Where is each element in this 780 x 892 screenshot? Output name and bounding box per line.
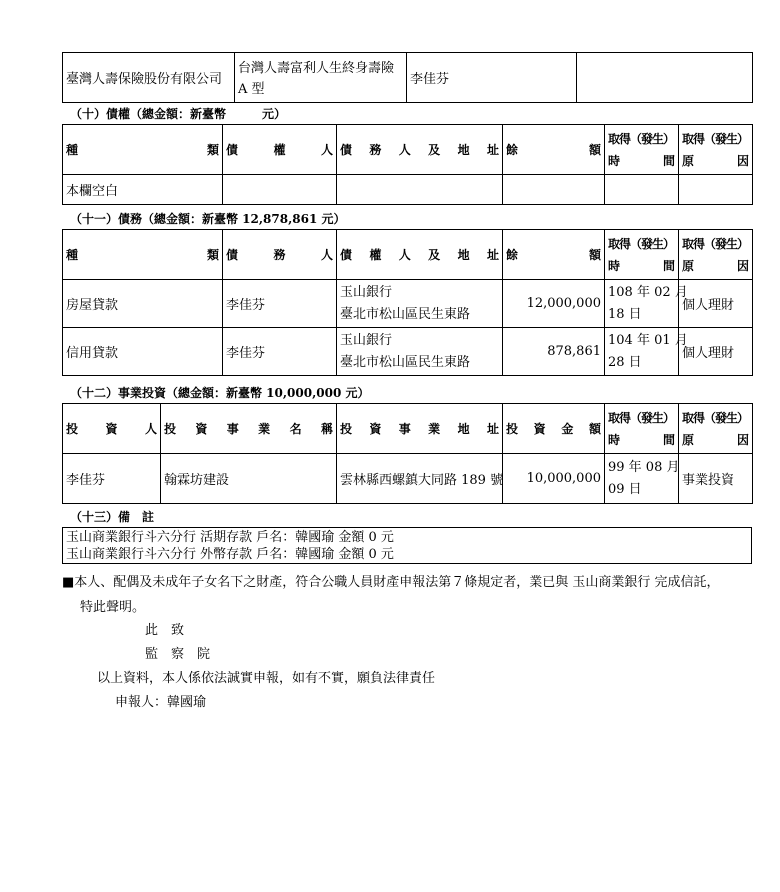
header-char: 及 [428, 143, 441, 157]
inv-header-investor [63, 404, 161, 454]
header-char: 時 [608, 432, 621, 447]
inv-date-line2: 09 日 [608, 481, 642, 497]
header-char: 投 [164, 422, 177, 436]
table-row [63, 328, 753, 376]
claims-empty-cell [223, 175, 337, 205]
header-char: 投 [506, 422, 519, 436]
header-char: 權 [273, 143, 286, 157]
insurance-product-line2: A 型 [238, 82, 265, 97]
remark-line: 玉山商業銀行斗六分行 活期存款 戶名：韓國瑜 金額 0 元 [66, 529, 394, 545]
statement-line2: 特此聲明。 [80, 600, 146, 615]
insurance-product-line1: 台灣人壽富利人生終身壽險 [238, 61, 395, 76]
debt-date [605, 328, 688, 376]
header-char: 間 [662, 432, 675, 447]
debts-header-reason [679, 230, 753, 280]
header-char: 事 [398, 422, 411, 436]
claims-header-type [63, 125, 223, 175]
debt-type: 房屋貸款 [63, 280, 223, 328]
debts-header-type [63, 230, 223, 280]
header-char: 類 [206, 248, 219, 262]
header-char: 人 [320, 248, 333, 262]
header-char: 間 [662, 153, 675, 168]
inv-header-address [337, 404, 503, 454]
debt-reason: 個人理財 [679, 280, 753, 328]
header-char: 額 [588, 422, 601, 436]
inv-header-reason [679, 404, 753, 454]
header-char: 人 [144, 422, 157, 436]
header-char: 金 [561, 422, 574, 436]
header-char: 名 [289, 422, 302, 436]
inv-header-amount [503, 404, 605, 454]
remark-line: 玉山商業銀行斗六分行 外幣存款 戶名：韓國瑜 金額 0 元 [66, 546, 394, 562]
header-char: 債 [340, 143, 353, 157]
header-char: 原 [682, 432, 695, 447]
debt-creditor-addr: 臺北市松山區民生東路 [340, 306, 471, 322]
debt-balance: 878,861 [503, 328, 605, 376]
header-char: 因 [736, 153, 749, 168]
header-char: 種 [66, 143, 79, 157]
inv-investor: 李佳芬 [63, 454, 161, 504]
header-char: 址 [486, 143, 499, 157]
header-time-line1: 取得（發生） [608, 410, 675, 425]
claims-header-reason [679, 125, 753, 175]
inv-reason: 事業投資 [679, 454, 753, 504]
inv-address: 雲林縣西螺鎮大同路 189 號 [337, 454, 503, 504]
debts-header-time [605, 230, 679, 280]
header-time-line1: 取得（發生） [608, 131, 675, 146]
inv-header-time [605, 404, 679, 454]
header-char: 債 [340, 248, 353, 262]
remarks-table [62, 527, 752, 564]
header-char: 時 [608, 258, 621, 273]
header-char: 原 [682, 153, 695, 168]
header-char: 業 [258, 422, 271, 436]
header-char: 權 [369, 248, 382, 262]
header-char: 人 [398, 248, 411, 262]
statement-declarant: 申報人：韓國瑜 [115, 695, 207, 710]
claims-header-balance [503, 125, 605, 175]
inv-header-business [161, 404, 337, 454]
debt-balance: 12,000,000 [503, 280, 605, 328]
debt-creditor [337, 280, 503, 328]
debts-header-balance [503, 230, 605, 280]
debt-creditor [337, 328, 503, 376]
statement-to1: 此 致 [145, 623, 185, 638]
claims-header-creditor [223, 125, 337, 175]
debt-creditor-name: 玉山銀行 [340, 332, 393, 348]
insurance-extra [577, 53, 753, 103]
inv-business: 翰霖坊建設 [161, 454, 337, 504]
remarks-cell [63, 528, 752, 564]
claims-empty-note: 本欄空白 [63, 175, 223, 205]
claims-empty-cell [679, 175, 753, 205]
debt-type: 信用貸款 [63, 328, 223, 376]
inv-date-line1: 99 年 08 月 [608, 459, 680, 475]
debts-table [62, 229, 753, 376]
header-time-line1: 取得（發生） [608, 236, 675, 251]
header-char: 地 [457, 143, 470, 157]
header-char: 人 [320, 143, 333, 157]
header-char: 稱 [320, 422, 333, 436]
table-row [63, 454, 753, 504]
header-char: 額 [588, 143, 601, 157]
header-char: 址 [486, 422, 499, 436]
insurance-insured: 李佳芬 [407, 53, 577, 103]
debt-date-line2: 28 日 [608, 354, 642, 370]
claims-header-debtor [337, 125, 503, 175]
header-char: 業 [428, 422, 441, 436]
header-char: 事 [226, 422, 239, 436]
inv-amount: 10,000,000 [503, 454, 605, 504]
header-char: 址 [486, 248, 499, 262]
header-reason-line1: 取得（發生） [682, 131, 749, 146]
header-char: 及 [428, 248, 441, 262]
debt-creditor-name: 玉山銀行 [340, 284, 393, 300]
header-char: 務 [369, 143, 382, 157]
investments-table [62, 403, 753, 504]
header-char: 地 [457, 248, 470, 262]
header-char: 地 [457, 422, 470, 436]
header-char: 時 [608, 153, 621, 168]
investments-section-title: （十二）事業投資（總金額：新臺幣 10,000,000 元） [70, 386, 370, 400]
header-char: 投 [340, 422, 353, 436]
header-char: 原 [682, 258, 695, 273]
statement-to2: 監 察 院 [145, 647, 211, 662]
debts-header-creditor [337, 230, 503, 280]
debts-header-debtor [223, 230, 337, 280]
header-char: 資 [369, 422, 382, 436]
statement-line1: ■本人、配偶及未成年子女名下之財產，符合公職人員財產申報法第７條規定者，業已與 玉山商業銀行 完成信託， [62, 575, 720, 590]
header-reason-line1: 取得（發生） [682, 410, 749, 425]
remarks-section-title: （十三）備 註 [70, 510, 155, 524]
header-char: 餘 [506, 143, 519, 157]
header-char: 人 [398, 143, 411, 157]
debt-debtor: 李佳芬 [223, 328, 337, 376]
claims-empty-cell [337, 175, 503, 205]
header-char: 額 [588, 248, 601, 262]
header-char: 債 [226, 143, 239, 157]
debt-date [605, 280, 688, 328]
claims-section-title: （十）債權（總金額：新臺幣 元） [70, 107, 287, 121]
header-char: 因 [736, 432, 749, 447]
header-char: 間 [662, 258, 675, 273]
header-char: 債 [226, 248, 239, 262]
claims-empty-cell [605, 175, 679, 205]
header-char: 餘 [506, 248, 519, 262]
inv-date [605, 454, 679, 504]
debt-reason: 個人理財 [679, 328, 753, 376]
header-char: 資 [533, 422, 546, 436]
insurance-row-table [62, 52, 753, 103]
header-char: 因 [736, 258, 749, 273]
table-row [63, 280, 753, 328]
debt-date-line1: 108 年 02 月 [608, 284, 688, 300]
insurance-product [235, 53, 407, 103]
debts-section-title: （十一）債務（總金額：新臺幣 12,878,861 元） [70, 212, 346, 226]
header-char: 資 [195, 422, 208, 436]
claims-table [62, 124, 753, 205]
header-char: 種 [66, 248, 79, 262]
insurance-company: 臺灣人壽保險股份有限公司 [63, 53, 235, 103]
debt-creditor-addr: 臺北市松山區民生東路 [340, 354, 471, 370]
claims-empty-cell [503, 175, 605, 205]
debt-debtor: 李佳芬 [223, 280, 337, 328]
header-char: 資 [105, 422, 118, 436]
claims-header-time [605, 125, 679, 175]
debt-date-line1: 104 年 01 月 [608, 332, 688, 348]
header-char: 務 [273, 248, 286, 262]
header-reason-line1: 取得（發生） [682, 236, 749, 251]
header-char: 投 [66, 422, 79, 436]
header-char: 類 [206, 143, 219, 157]
statement-oath: 以上資料，本人係依法誠實申報，如有不實，願負法律責任 [97, 671, 436, 686]
debt-date-line2: 18 日 [608, 306, 642, 322]
